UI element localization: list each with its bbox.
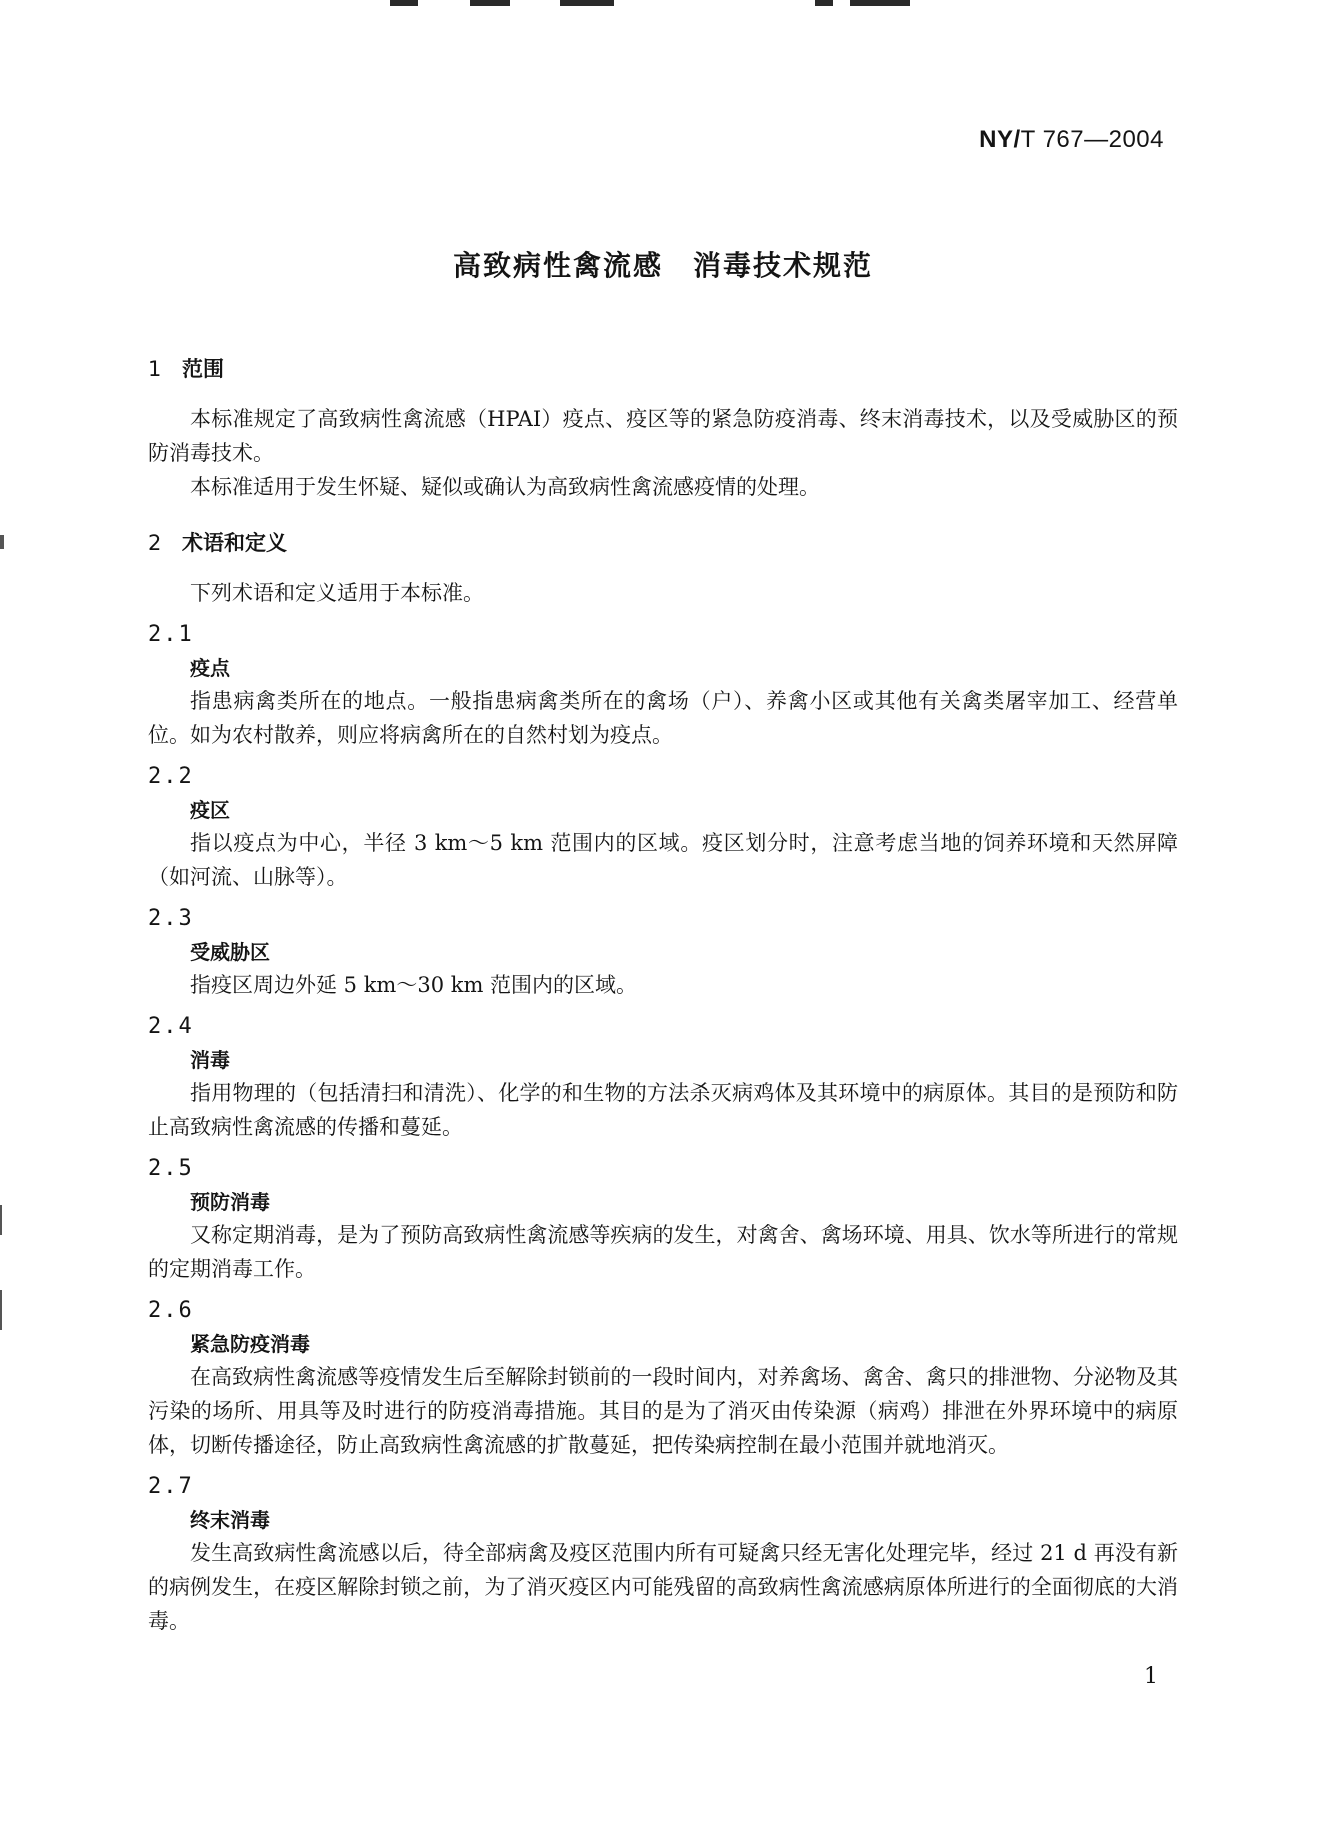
term-number: 2.2 <box>148 764 194 789</box>
term-name: 紧急防疫消毒 <box>190 1332 310 1356</box>
scan-artifact-top <box>0 0 1326 14</box>
term-definition: 指用物理的（包括清扫和清洗）、化学的和生物的方法杀灭病鸡体及其环境中的病原体。其目的是预防和防止高致病性禽流感的传播和蔓延。 <box>148 1081 1178 1139</box>
section-heading: 1 范围 <box>148 357 224 381</box>
term-name: 疫区 <box>190 798 230 822</box>
term-definition: 指患病禽类所在的地点。一般指患病禽类所在的禽场（户）、养禽小区或其他有关禽类屠宰加工、经营单位。如为农村散养，则应将病禽所在的自然村划为疫点。 <box>148 689 1178 747</box>
term-name: 受威胁区 <box>190 940 270 964</box>
term-definition: 指以疫点为中心，半径 3 km～5 km 范围内的区域。疫区划分时，注意考虑当地的饲养环境和天然屏障（如河流、山脉等）。 <box>148 831 1178 889</box>
term-number: 2.3 <box>148 906 194 931</box>
term-name: 疫点 <box>190 656 230 680</box>
term-number: 2.4 <box>148 1014 194 1039</box>
term-number: 2.6 <box>148 1298 194 1323</box>
document-body <box>148 352 1178 1638</box>
term-name: 消毒 <box>190 1048 230 1072</box>
term-definition: 发生高致病性禽流感以后，待全部病禽及疫区范围内所有可疑禽只经无害化处理完毕，经过 21 d 再没有新的病例发生，在疫区解除封锁之前，为了消灭疫区内可能残留的高致病性禽流感病原体所进行的全面彻底的大消毒。 <box>148 1541 1178 1633</box>
scan-artifact-left <box>0 535 4 549</box>
term-number: 2.5 <box>148 1156 194 1181</box>
scan-artifact-left <box>0 1290 2 1330</box>
term-number: 2.1 <box>148 622 194 647</box>
section-heading: 2 术语和定义 <box>148 531 287 555</box>
scan-artifact-left <box>0 1205 2 1235</box>
term-number: 2.7 <box>148 1474 194 1499</box>
term-definition: 在高致病性禽流感等疫情发生后至解除封锁前的一段时间内，对养禽场、禽舍、禽只的排泄物、分泌物及其污染的场所、用具等及时进行的防疫消毒措施。其目的是为了消灭由传染源（病鸡）排泄在外界环境中的病原体，切断传播途径，防止高致病性禽流感的扩散蔓延，把传染病控制在最小范围并就地消灭。 <box>148 1365 1178 1457</box>
term-name: 终末消毒 <box>190 1508 270 1532</box>
term-name: 预防消毒 <box>190 1190 270 1214</box>
paragraph: 本标准规定了高致病性禽流感（HPAI）疫点、疫区等的紧急防疫消毒、终末消毒技术，以及受威胁区的预防消毒技术。 <box>148 407 1178 465</box>
standard-number: NY/T 767—2004 <box>979 126 1164 153</box>
document-title: 高致病性禽流感 消毒技术规范 <box>452 249 873 282</box>
term-definition: 又称定期消毒，是为了预防高致病性禽流感等疾病的发生，对禽舍、禽场环境、用具、饮水等所进行的常规的定期消毒工作。 <box>148 1223 1178 1281</box>
paragraph: 下列术语和定义适用于本标准。 <box>190 581 484 605</box>
term-definition: 指疫区周边外延 5 km～30 km 范围内的区域。 <box>190 973 638 997</box>
page-number: 1 <box>1144 1664 1158 1689</box>
paragraph: 本标准适用于发生怀疑、疑似或确认为高致病性禽流感疫情的处理。 <box>190 475 820 499</box>
